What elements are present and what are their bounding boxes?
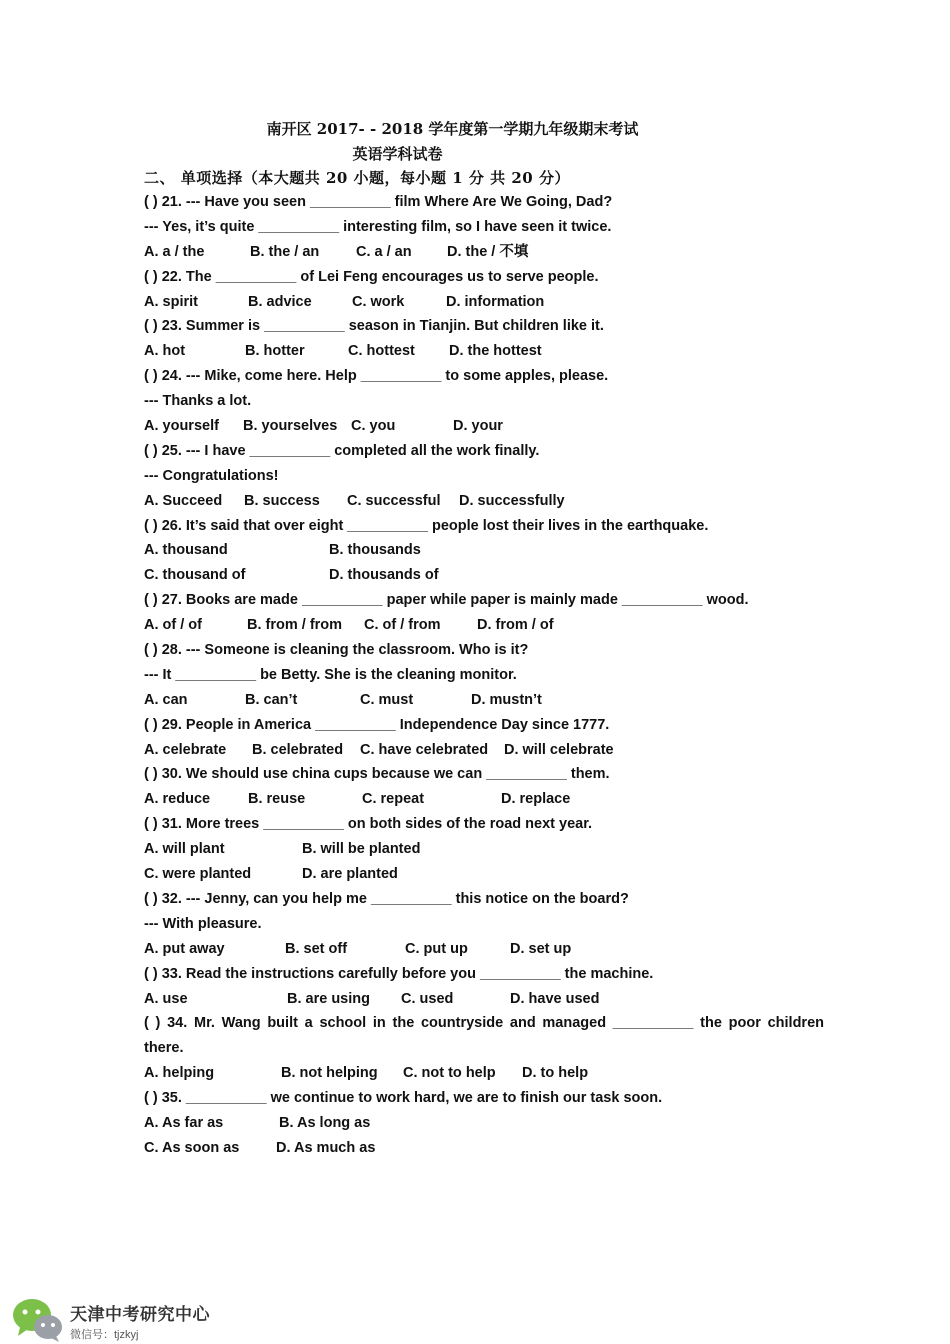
footer-logo — [12, 1296, 210, 1342]
option-row — [144, 489, 824, 514]
answer-option: C. must — [360, 691, 414, 708]
answer-option: B. celebrated — [252, 741, 344, 758]
answer-option: B. reuse — [248, 791, 306, 808]
answer-option: A. thousand — [144, 542, 228, 559]
answer-option: B. can’t — [245, 691, 298, 708]
answer-option: C. hottest — [348, 343, 415, 360]
answer-option: A. Succeed — [144, 492, 223, 509]
option-row — [144, 563, 824, 588]
option-row — [144, 738, 824, 763]
question-stem: ( ) 33. Read the instructions carefully before you __________ the machine. — [144, 965, 654, 982]
answer-option: B. are using — [287, 990, 370, 1007]
answer-option: D. from / of — [477, 617, 554, 634]
question-stem: ( ) 35. __________ we continue to work hard, we are to finish our task soon. — [144, 1090, 663, 1107]
option-row — [144, 414, 824, 439]
answer-option: A. hot — [144, 343, 186, 360]
answer-option: D. the / 不填 — [447, 243, 529, 260]
question-stem: ( ) 23. Summer is __________ season in Tianjin. But children like it. — [144, 318, 604, 335]
org-name: 天津中考研究中心 — [70, 1305, 210, 1325]
exam-subtitle: 英语学科试卷 — [352, 145, 443, 163]
answer-option: C. put up — [405, 940, 468, 957]
answer-option: A. put away — [144, 940, 225, 957]
question-stem: ( ) 34. Mr. Wang built a school in the countryside and managed __________ the poor children there. — [144, 1015, 824, 1057]
wechat-icon — [12, 1296, 64, 1342]
answer-option: B. hotter — [245, 343, 305, 360]
answer-option: B. As long as — [279, 1114, 371, 1131]
option-row — [144, 937, 824, 962]
answer-option: C. thousand of — [144, 567, 246, 584]
option-row — [144, 862, 824, 887]
answer-option: B. advice — [248, 293, 312, 310]
option-row — [144, 1061, 824, 1086]
answer-option: B. thousands — [329, 542, 421, 559]
question-stem: ( ) 21. --- Have you seen __________ film Where Are We Going, Dad? — [144, 194, 613, 210]
answer-option: C. repeat — [362, 791, 425, 808]
answer-option: C. not to help — [403, 1065, 496, 1082]
answer-option: C. used — [401, 990, 454, 1007]
answer-option: B. yourselves — [243, 418, 338, 435]
answer-option: D. the hottest — [449, 343, 542, 360]
answer-option: C. of / from — [364, 617, 441, 634]
answer-option: D. thousands of — [329, 567, 439, 584]
question-stem: ( ) 30. We should use china cups because we can __________ them. — [144, 766, 610, 783]
question-list — [144, 190, 824, 1161]
question-reply: --- It __________ be Betty. She is the cleaning monitor. — [144, 666, 517, 683]
answer-option: C. a / an — [356, 243, 412, 260]
answer-option: B. the / an — [250, 243, 320, 260]
answer-option: B. not helping — [281, 1065, 378, 1082]
option-row — [144, 538, 824, 563]
option-row — [144, 1111, 824, 1136]
answer-option: A. of / of — [144, 617, 202, 634]
answer-option: D. set up — [510, 940, 572, 957]
answer-option: C. As soon as — [144, 1139, 240, 1156]
answer-option: A. celebrate — [144, 741, 227, 758]
answer-option: D. to help — [522, 1065, 589, 1082]
question-reply: --- Congratulations! — [144, 467, 279, 484]
wechat-id: 微信号：tjzkyj — [70, 1329, 139, 1341]
question-stem: ( ) 29. People in America __________ Independence Day since 1777. — [144, 716, 610, 733]
answer-option: B. set off — [285, 940, 348, 957]
question-stem: ( ) 27. Books are made __________ paper while paper is mainly made __________ wood. — [144, 592, 749, 609]
option-row — [144, 688, 824, 713]
answer-option: A. reduce — [144, 791, 211, 808]
answer-option: A. As far as — [144, 1114, 224, 1131]
answer-option: B. from / from — [247, 617, 343, 634]
answer-option: A. helping — [144, 1065, 215, 1082]
question-stem: ( ) 26. It’s said that over eight __________ people lost their lives in the earthquake. — [144, 517, 709, 534]
answer-option: D. replace — [501, 791, 571, 808]
option-row — [144, 240, 824, 265]
answer-option: D. As much as — [276, 1139, 376, 1156]
answer-option: C. have celebrated — [360, 741, 489, 758]
option-row — [144, 787, 824, 812]
option-row — [144, 987, 824, 1012]
option-row — [144, 290, 824, 315]
answer-option: C. were planted — [144, 866, 252, 883]
option-row — [144, 1136, 824, 1161]
question-stem: ( ) 25. --- I have __________ completed all the work finally. — [144, 442, 540, 459]
answer-option: D. your — [453, 418, 503, 435]
option-row — [144, 837, 824, 862]
question-reply: --- Yes, it’s quite __________ interesting film, so I have seen it twice. — [144, 218, 612, 235]
answer-option: D. are planted — [302, 866, 398, 883]
exam-title: 南开区 2017- - 2018 学年度第一学期九年级期末考试 — [266, 120, 639, 138]
section-heading: 二、 单项选择（本大题共 20 小题，每小题 1 分 共 20 分） — [144, 169, 570, 187]
answer-option: A. use — [144, 990, 188, 1007]
option-row — [144, 339, 824, 364]
answer-option: C. successful — [347, 492, 441, 509]
answer-option: C. you — [351, 418, 396, 435]
answer-option: D. have used — [510, 990, 600, 1007]
answer-option: A. spirit — [144, 293, 198, 310]
question-stem: ( ) 22. The __________ of Lei Feng encourages us to serve people. — [144, 268, 599, 285]
question-stem: ( ) 32. --- Jenny, can you help me __________ this notice on the board? — [144, 890, 629, 907]
question-reply: --- With pleasure. — [144, 915, 262, 932]
answer-option: D. information — [446, 293, 545, 310]
answer-option: A. yourself — [144, 418, 219, 435]
question-reply: --- Thanks a lot. — [144, 393, 252, 410]
answer-option: A. will plant — [144, 841, 225, 858]
answer-option: B. will be planted — [302, 841, 421, 858]
answer-option: A. a / the — [144, 243, 205, 260]
answer-option: D. successfully — [459, 492, 565, 509]
answer-option: C. work — [352, 293, 405, 310]
question-stem: ( ) 28. --- Someone is cleaning the classroom. Who is it? — [144, 642, 529, 659]
answer-option: B. success — [244, 492, 320, 509]
answer-option: A. can — [144, 691, 188, 708]
option-row — [144, 613, 824, 638]
question-stem: ( ) 31. More trees __________ on both sides of the road next year. — [144, 816, 593, 833]
answer-option: D. will celebrate — [504, 741, 614, 758]
question-stem: ( ) 24. --- Mike, come here. Help __________ to some apples, please. — [144, 368, 609, 385]
answer-option: D. mustn’t — [471, 691, 542, 708]
